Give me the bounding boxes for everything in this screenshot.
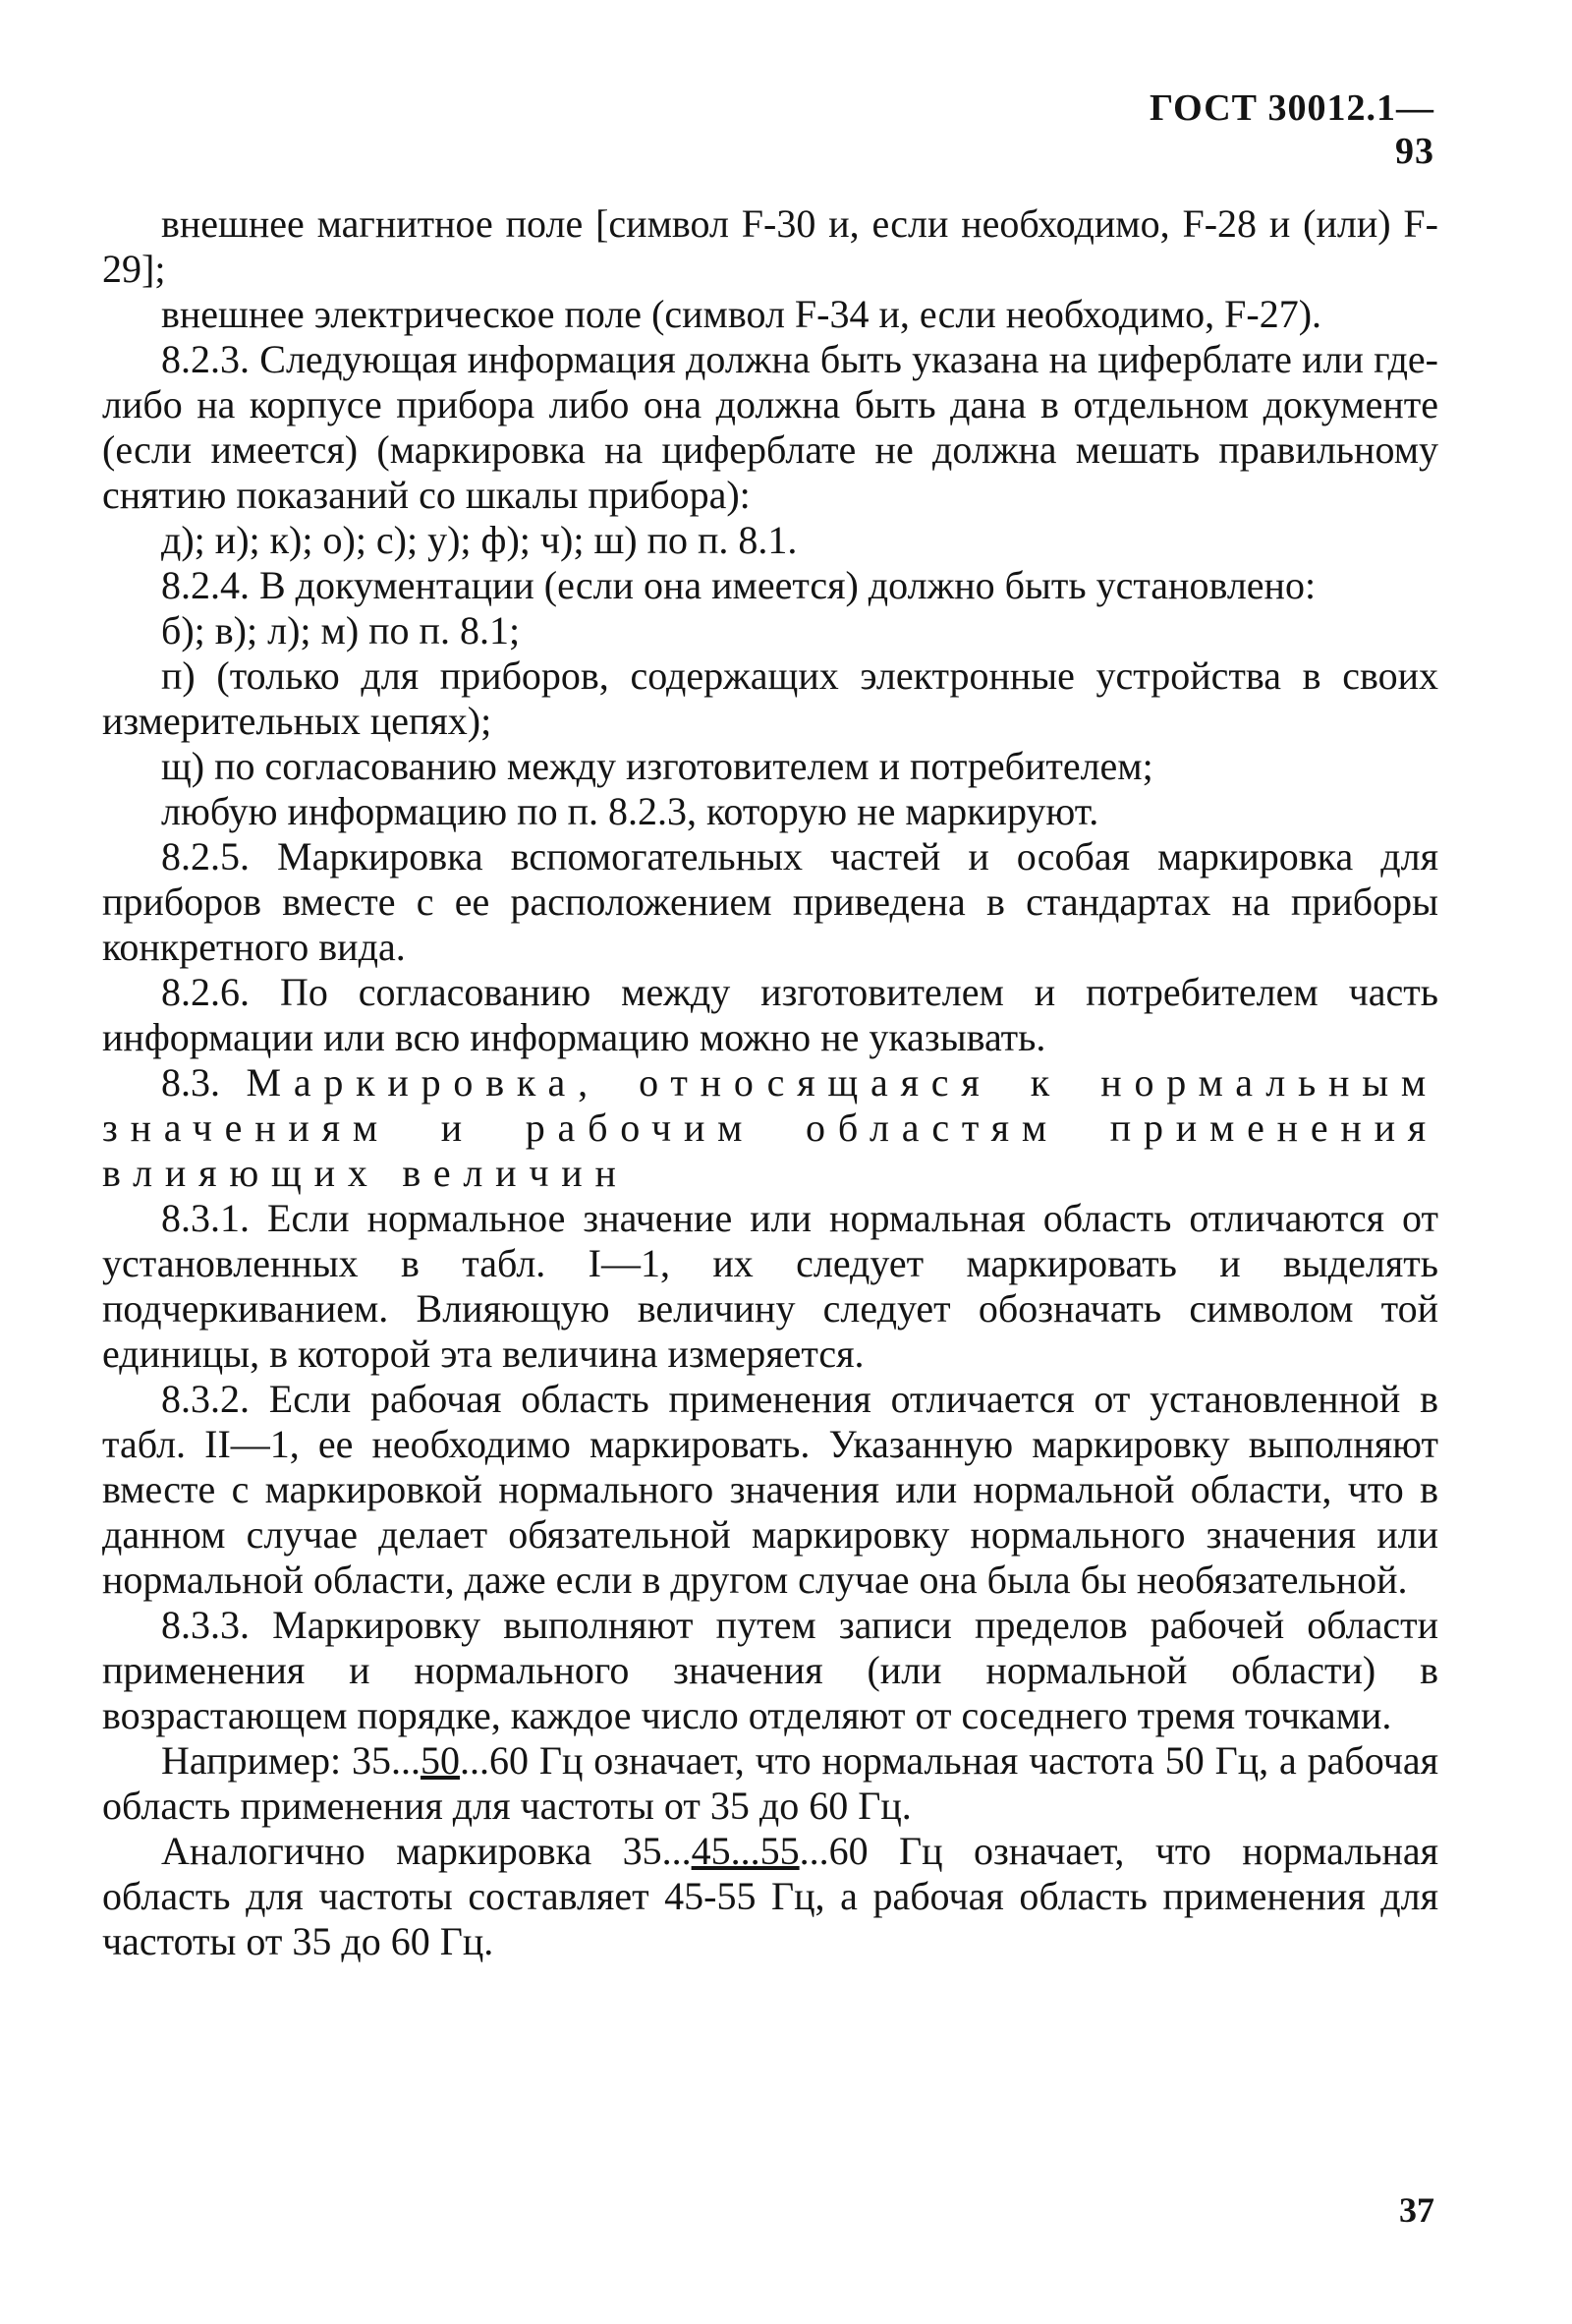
paragraph-8-2-4: 8.2.4. В документации (если она имеется) должно быть установлено: xyxy=(161,563,1317,607)
paragraph-example-1: Например: 35...50...60 Гц означает, что нормальная частота 50 Гц, а рабочая область применения для частоты от 35 до 60 Гц. xyxy=(102,1738,1438,1828)
paragraph-8-2-3-list: д); и); к); о); с); у); ф); ч); ш) по п. 8.1. xyxy=(161,518,798,562)
paragraph-8-2-4-list: б); в); л); м) по п. 8.1; xyxy=(161,608,521,652)
page-header-standard: ГОСТ 30012.1—93 xyxy=(1149,87,1434,172)
paragraph-magnetic-field: внешнее магнитное поле [символ F-30 и, если необходимо, F-28 и (или) F-29]; xyxy=(102,201,1438,291)
section-heading-8-3 xyxy=(102,1060,1438,1196)
paragraph-8-2-6: 8.2.6. По согласованию между изготовителем и потребителем часть информации или всю информацию можно не указывать. xyxy=(102,970,1438,1059)
paragraph-8-3-2: 8.3.2. Если рабочая область применения отличается от установленной в табл. II—1, ее необходимо маркировать. Указанную маркировку выполняют вместе с маркировкой нормального значения или нормальной области, что в данном случае делает обязательной маркировку нормального значения или нормальной области, даже если в другом случае она была бы необязательной. xyxy=(102,1377,1438,1602)
page-number: 37 xyxy=(1399,2190,1434,2230)
paragraph-8-2-4-any-info: любую информацию по п. 8.2.3, которую не маркируют. xyxy=(161,789,1099,833)
page-body xyxy=(102,201,1438,1964)
underlined-normal-value: 50 xyxy=(420,1738,460,1783)
paragraph-8-2-3: 8.2.3. Следующая информация должна быть указана на циферблате или где-либо на корпусе прибора либо она должна быть дана в отдельном документе (если имеется) (маркировка на циферблате не должна мешать правильному снятию показаний со шкалы прибора): xyxy=(102,337,1438,517)
paragraph-8-2-4-item-p: п) (только для приборов, содержащих электронные устройства в своих измерительных цепях); xyxy=(102,653,1438,743)
underlined-normal-range: 45...55 xyxy=(691,1829,800,1873)
paragraph-8-2-4-item-shch: щ) по согласованию между изготовителем и потребителем; xyxy=(161,744,1153,788)
paragraph-8-3-3: 8.3.3. Маркировку выполняют путем записи пределов рабочей области применения и нормального значения (или нормальной области) в возрастающем порядке, каждое число отделяют от соседнего тремя точками. xyxy=(102,1603,1438,1737)
paragraph-8-2-5: 8.2.5. Маркировка вспомогательных частей и особая маркировка для приборов вместе с ее расположением приведена в стандартах на приборы конкретного вида. xyxy=(102,834,1438,969)
section-number: 8.3. xyxy=(161,1060,220,1105)
section-heading-text: Маркировка, относящаяся к нормальным значениям и рабочим областям применения влияющих величин xyxy=(102,1060,1439,1195)
paragraph-electric-field: внешнее электрическое поле (символ F-34 и, если необходимо, F-27). xyxy=(161,292,1322,336)
paragraph-8-3-1: 8.3.1. Если нормальное значение или нормальная область отличаются от установленных в табл. I—1, их следует маркировать и выделять подчеркиванием. Влияющую величину следует обозначать символом той единицы, в которой эта величина измеряется. xyxy=(102,1196,1438,1376)
paragraph-example-2: Аналогично маркировка 35...45...55...60 Гц означает, что нормальная область для частоты составляет 45-55 Гц, а рабочая область применения для частоты от 35 до 60 Гц. xyxy=(102,1829,1438,1963)
